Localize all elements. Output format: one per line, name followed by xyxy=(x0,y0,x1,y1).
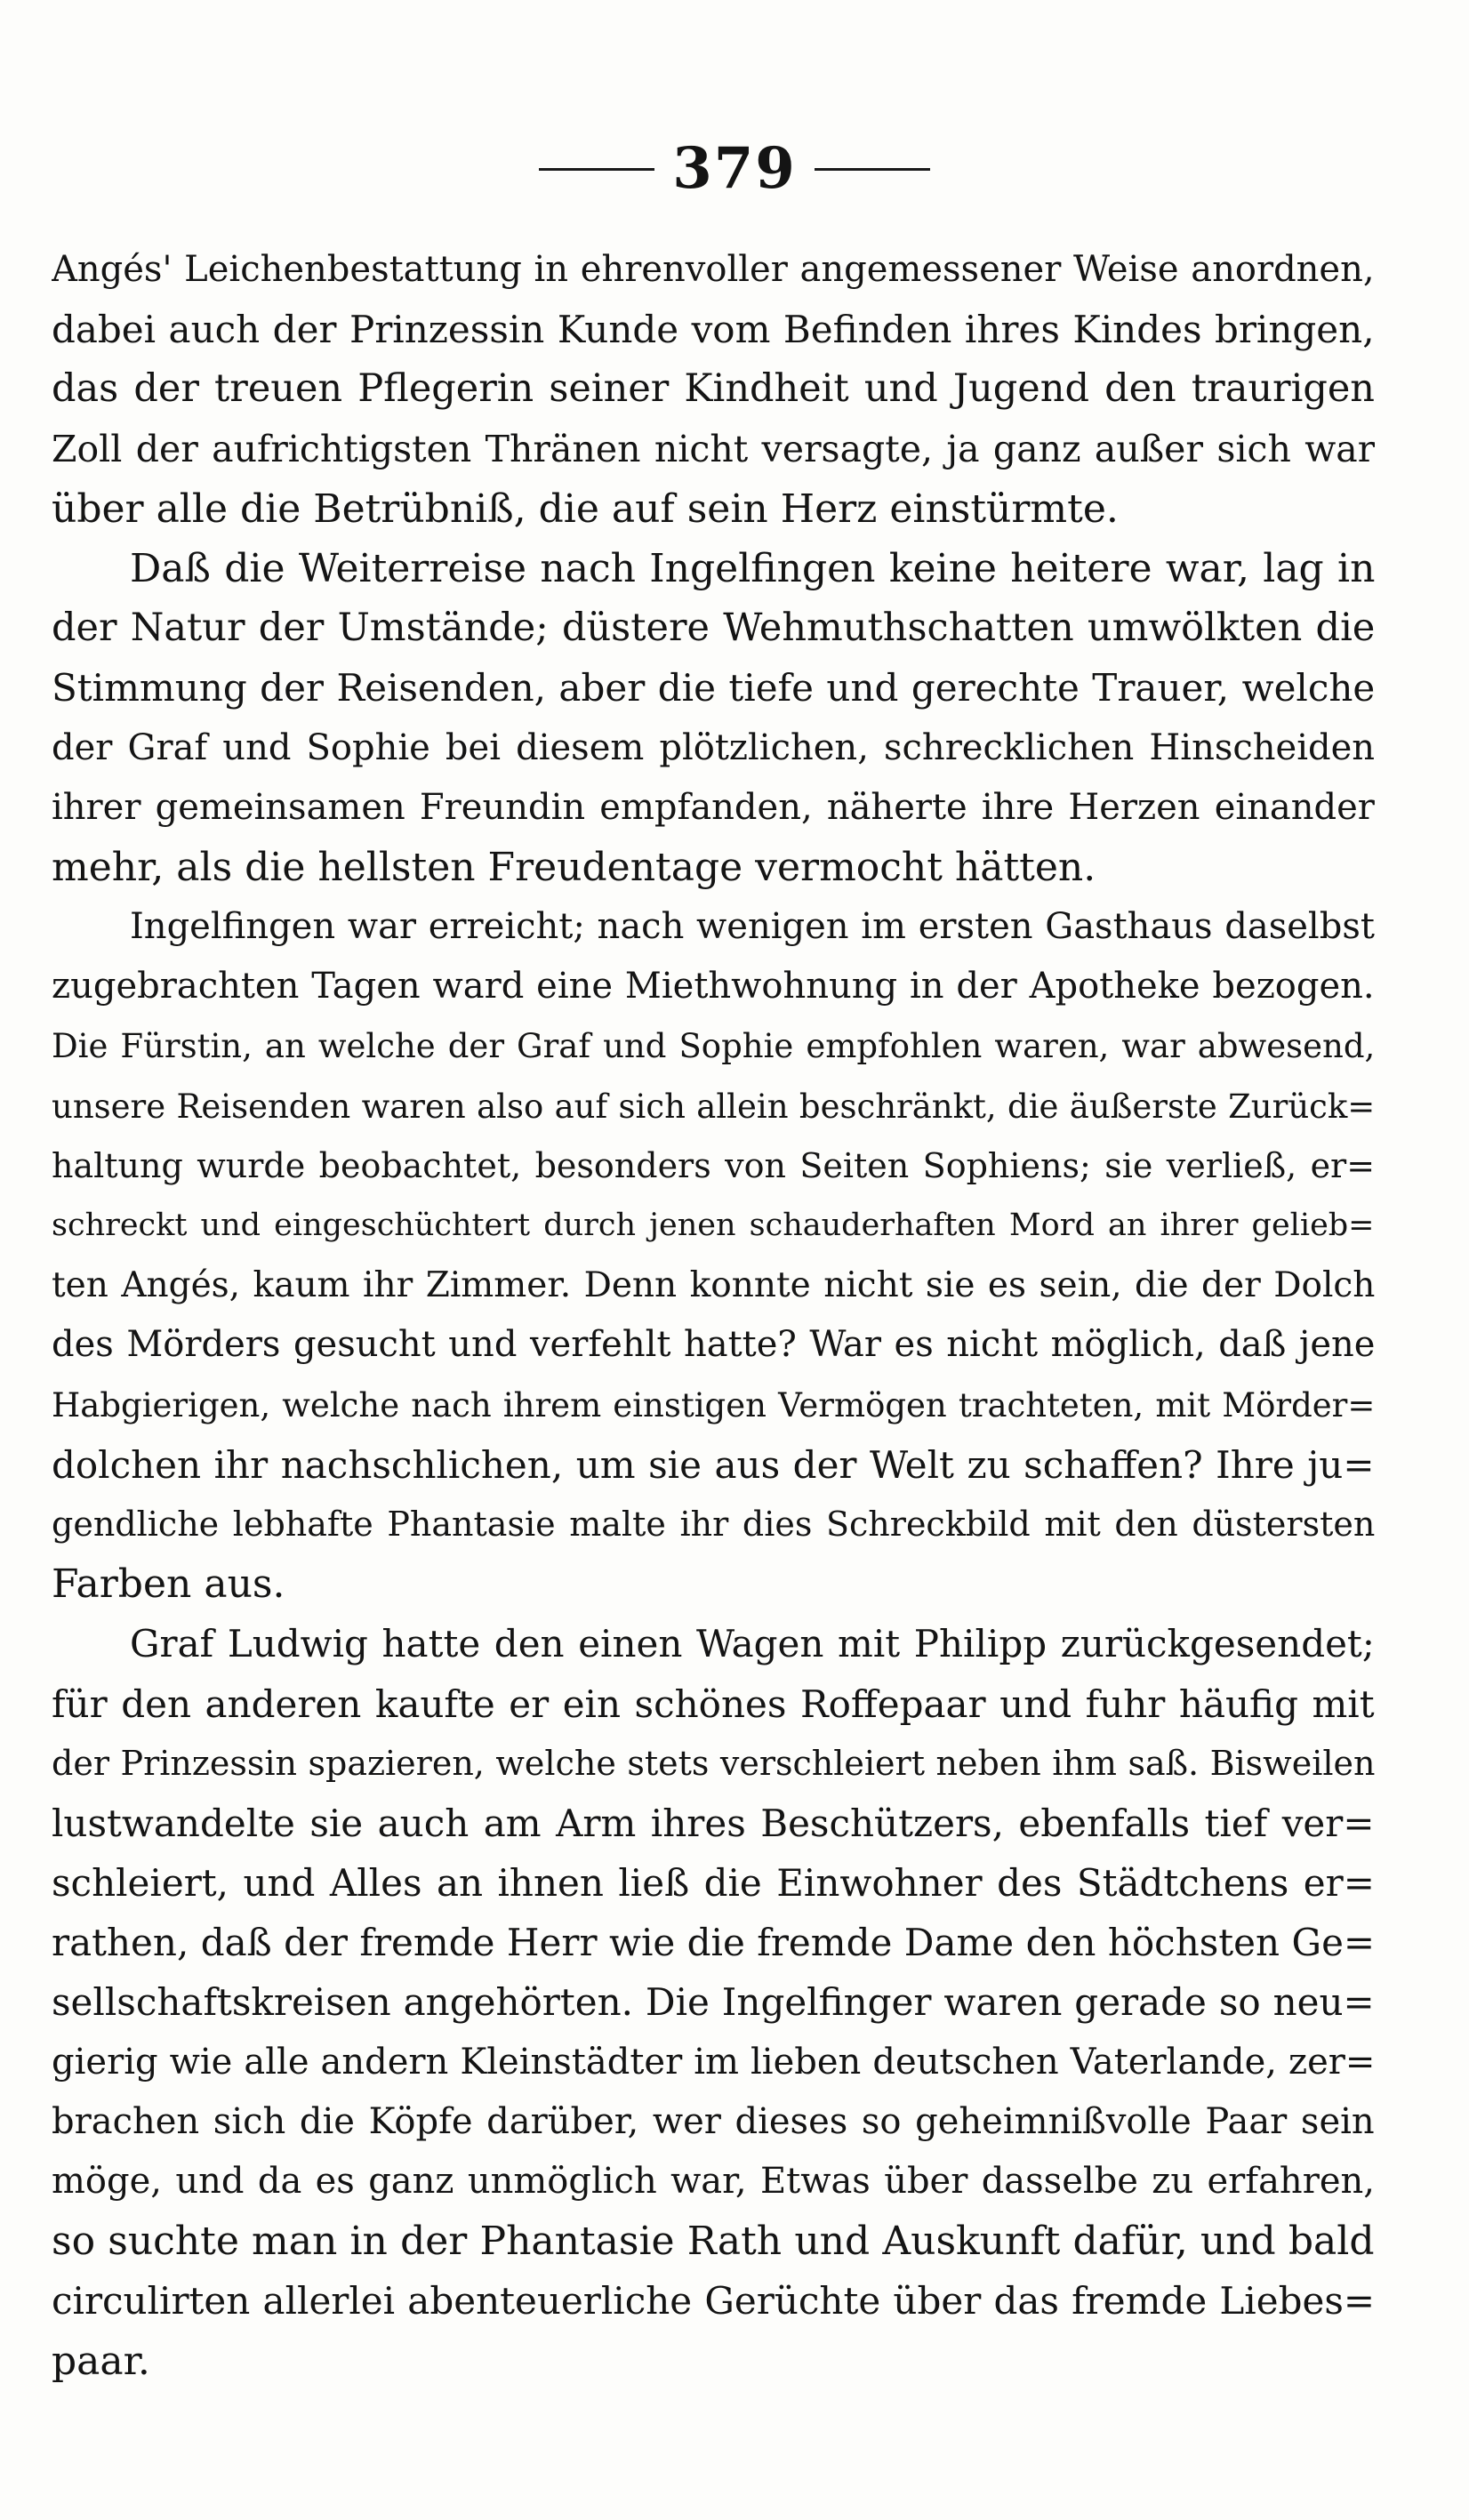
page-header xyxy=(0,133,1469,205)
text-line: gendliche lebhafte Phantasie malte ihr dies Schreckbild mit den düstersten xyxy=(52,1504,1375,1544)
text-line: der Graf und Sophie bei diesem plötzlichen, schrecklichen Hinscheiden xyxy=(52,726,1375,768)
body-text xyxy=(52,240,1375,2391)
text-line: ihrer gemeinsamen Freundin empfanden, näherte ihre Herzen einander xyxy=(52,786,1375,828)
paragraph xyxy=(52,1614,1375,2390)
text-line: rathen, daß der fremde Herr wie die fremde Dame den höchsten Ge= xyxy=(52,1921,1375,1965)
text-line: schreckt und eingeschüchtert durch jenen schauderhaften Mord an ihrer gelieb= xyxy=(52,1208,1375,1243)
text-line: zugebrachten Tagen ward eine Miethwohnung in der Apotheke bezogen. xyxy=(52,966,1375,1007)
text-line: über alle die Betrübniß, die auf sein Herz einstürmte. xyxy=(52,486,1119,532)
text-line: Zoll der aufrichtigsten Thränen nicht versagte, ja ganz außer sich war xyxy=(52,427,1375,470)
text-line: ten Angés, kaum ihr Zimmer. Denn konnte nicht sie es sein, die der Dolch xyxy=(52,1265,1375,1306)
page-number: 379 xyxy=(672,135,797,202)
text-line: Habgierigen, welche nach ihrem einstigen Vermögen trachteten, mit Mörder= xyxy=(52,1385,1375,1425)
text-line: brachen sich die Köpfe darüber, wer dieses so geheimnißvolle Paar sein xyxy=(52,2100,1375,2142)
paragraph xyxy=(52,240,1375,539)
text-line: des Mörders gesucht und verfehlt hatte? War es nicht möglich, daß jene xyxy=(52,1324,1375,1366)
text-line: Farben aus. xyxy=(52,1561,285,1608)
header-rule-left xyxy=(539,168,654,171)
text-line: dabei auch der Prinzessin Kunde vom Befinden ihres Kindes bringen, xyxy=(52,308,1375,352)
text-line: gierig wie alle andern Kleinstädter im lieben deutschen Vaterlande, zer= xyxy=(52,2041,1375,2083)
text-line: für den anderen kaufte er ein schönes Roffepaar und fuhr häufig mit xyxy=(52,1681,1375,1726)
text-line: so suchte man in der Phantasie Rath und Auskunft dafür, und bald xyxy=(52,2219,1375,2265)
text-line: möge, und da es ganz unmöglich war, Etwas über dasselbe zu erfahren, xyxy=(52,2161,1375,2202)
text-line: haltung wurde beobachtet, besonders von Seiten Sophiens; sie verließ, er= xyxy=(52,1145,1375,1185)
text-line: circulirten allerlei abenteuerliche Gerüchte über das fremde Liebes= xyxy=(52,2279,1375,2323)
header-rule-right xyxy=(815,168,930,171)
text-line: Angés' Leichenbestattung in ehrenvoller angemessener Weise anordnen, xyxy=(52,249,1375,290)
text-line: dolchen ihr nachschlichen, um sie aus der Welt zu schaffen? Ihre ju= xyxy=(52,1442,1375,1487)
text-line: paar. xyxy=(52,2338,150,2384)
text-line: Stimmung der Reisenden, aber die tiefe und gerechte Trauer, welche xyxy=(52,666,1375,710)
text-line: der Natur der Umstände; düstere Wehmuthschatten umwölkten die xyxy=(52,606,1375,651)
text-line: unsere Reisenden waren also auf sich allein beschränkt, die äußerste Zurück= xyxy=(52,1087,1375,1126)
text-line: Graf Ludwig hatte den einen Wagen mit Philipp zurückgesendet; xyxy=(130,1622,1375,1666)
text-line: sellschaftskreisen angehörten. Die Ingelfinger waren gerade so neu= xyxy=(52,1980,1375,2025)
text-line: das der treuen Pflegerin seiner Kindheit und Jugend den traurigen xyxy=(52,366,1375,412)
text-line: mehr, als die hellsten Freudentage vermocht hätten. xyxy=(52,844,1096,890)
text-line: Die Fürstin, an welche der Graf und Sophie empfohlen waren, war abwesend, xyxy=(52,1027,1375,1066)
text-line: Daß die Weiterreise nach Ingelfingen keine heitere war, lag in xyxy=(130,545,1375,591)
paragraph xyxy=(52,539,1375,897)
text-line: lustwandelte sie auch am Arm ihres Beschützers, ebenfalls tief ver= xyxy=(52,1801,1375,1845)
text-line: schleiert, und Alles an ihnen ließ die Einwohner des Städtchens er= xyxy=(52,1861,1375,1906)
paragraph xyxy=(52,897,1375,1614)
text-line: der Prinzessin spazieren, welche stets verschleiert neben ihm saß. Bisweilen xyxy=(52,1743,1375,1783)
text-line: Ingelfingen war erreicht; nach wenigen im ersten Gasthaus daselbst xyxy=(130,906,1375,948)
